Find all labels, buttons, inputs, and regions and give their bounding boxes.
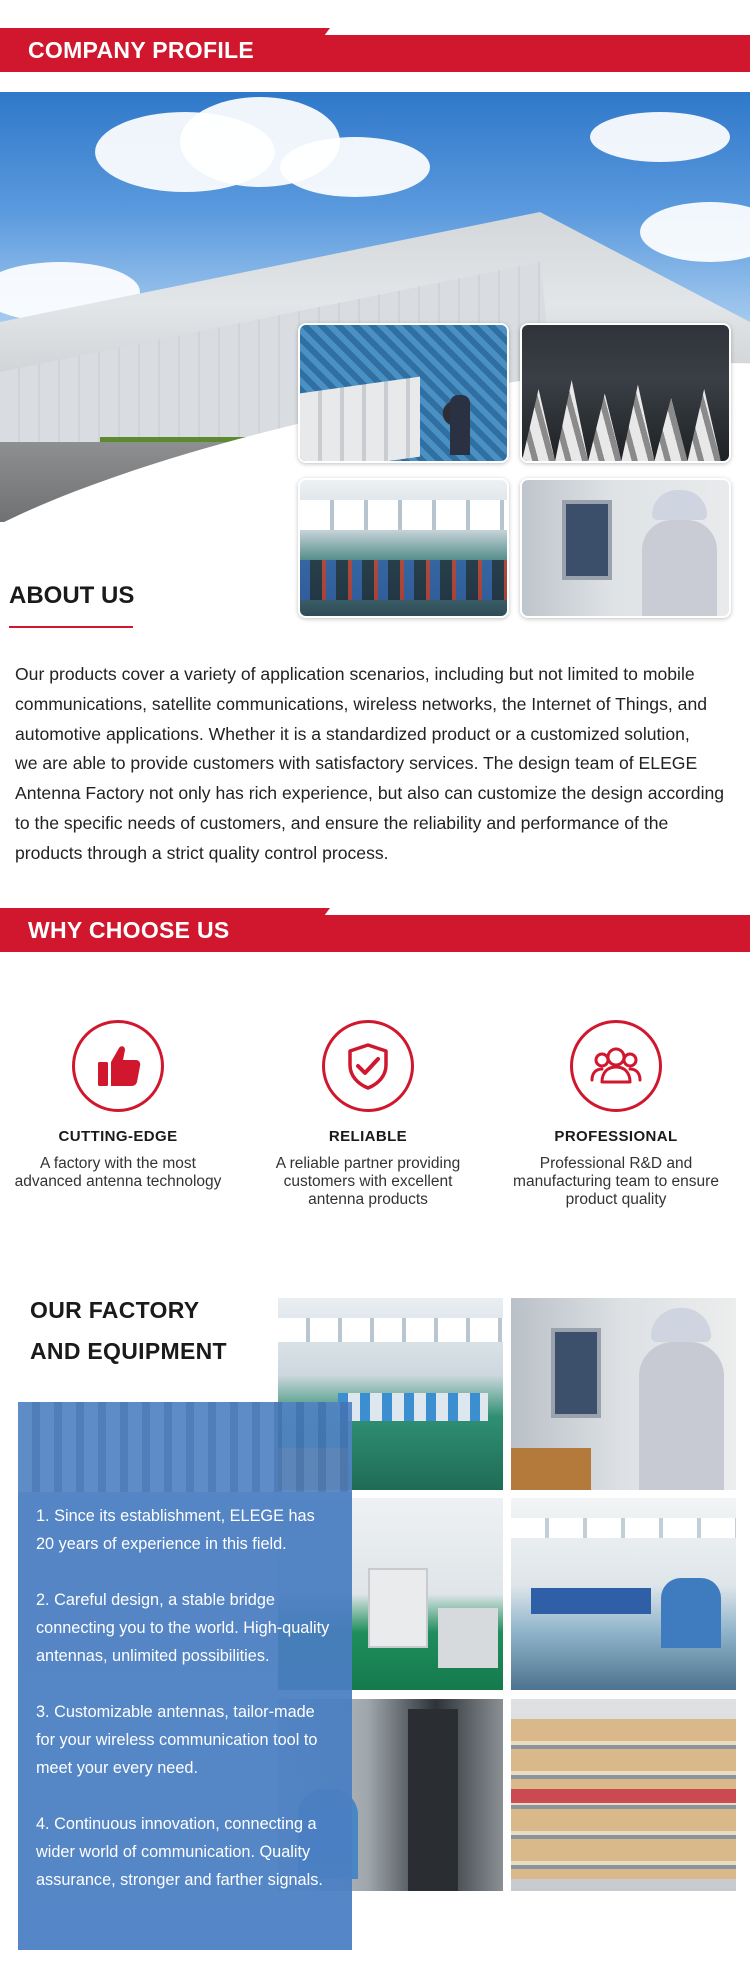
- about-line: automotive applications. Whether it is a standardized product or a customized solution,: [15, 723, 690, 744]
- about-us-underline: [9, 626, 133, 628]
- about-line: to the specific needs of customers, and ensure the reliability and performance of the: [15, 812, 669, 833]
- feature-cutting-edge: [8, 1020, 228, 1191]
- operator-control-panel-photo: [511, 1298, 736, 1490]
- feature-professional: [506, 1020, 726, 1209]
- why-choose-us-title: WHY CHOOSE US: [28, 917, 230, 943]
- factory-point: 4. Continuous innovation, connecting a wider world of communication. Quality assurance, stronger and farther signals.: [36, 1815, 323, 1889]
- anechoic-chamber-photo: [298, 323, 509, 463]
- why-choose-us-banner: [0, 908, 750, 952]
- absorber-cones-photo: [520, 323, 731, 463]
- feature-description: Professional R&D and manufacturing team to ensure product quality: [513, 1155, 719, 1208]
- about-line: we are able to provide customers with satisfactory services. The design team of ELEGE: [15, 753, 698, 774]
- feature-title: RELIABLE: [328, 1128, 408, 1145]
- about-us-paragraph: [15, 660, 740, 869]
- thumbs-up-icon: [72, 1020, 164, 1112]
- about-us-title: ABOUT US: [9, 582, 135, 609]
- feature-description: A reliable partner providing customers with excellent antenna products: [275, 1155, 461, 1208]
- about-line: Our products cover a variety of application scenarios, including but not limited to mobile: [15, 664, 695, 684]
- feature-title: CUTTING-EDGE: [58, 1128, 178, 1145]
- factory-point: 2. Careful design, a stable bridge connecting you to the world. High-quality antennas, unlimited possibilities.: [36, 1591, 330, 1665]
- about-line: communications, satellite communications, wireless networks, the Internet of Things, and: [15, 693, 708, 714]
- factory-point: 3. Customizable antennas, tailor-made for your wireless communication tool to meet your every need.: [36, 1703, 318, 1777]
- feature-description: A factory with the most advanced antenna technology: [14, 1155, 222, 1190]
- team-icon: [570, 1020, 662, 1112]
- machine-operator-photo: [520, 478, 731, 618]
- workbench-photo: [511, 1498, 736, 1690]
- company-profile-banner: [0, 28, 750, 72]
- about-line: Antenna Factory not only has rich experience, but also can customize the design according: [15, 783, 725, 804]
- feature-title: PROFESSIONAL: [554, 1128, 678, 1145]
- factory-title-line: AND EQUIPMENT: [30, 1338, 227, 1364]
- production-line-photo: [298, 478, 509, 618]
- feature-reliable: [258, 1020, 478, 1209]
- factory-section-title: [30, 1290, 227, 1372]
- factory-point: 1. Since its establishment, ELEGE has 20 years of experience in this field.: [36, 1507, 315, 1553]
- about-line: products through a strict quality control process.: [15, 842, 389, 863]
- warehouse-shelves-photo: [511, 1699, 736, 1891]
- company-profile-title: COMPANY PROFILE: [28, 37, 254, 63]
- factory-title-line: OUR FACTORY: [30, 1297, 200, 1323]
- factory-points-panel: [18, 1402, 352, 1950]
- shield-check-icon: [322, 1020, 414, 1112]
